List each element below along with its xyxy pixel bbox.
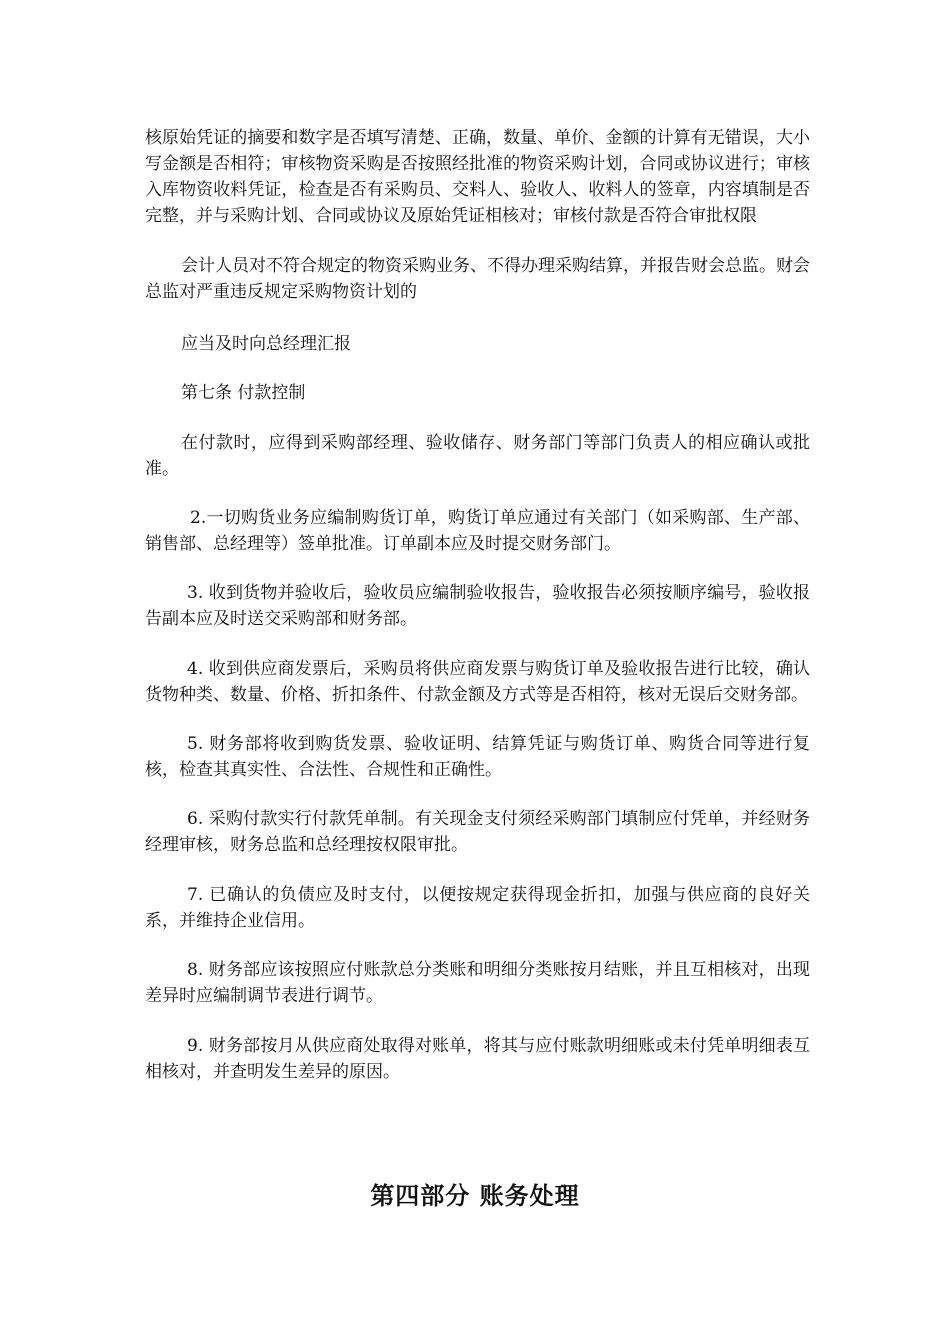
paragraph-report-to-gm: 应当及时向总经理汇报 [181, 334, 351, 354]
paragraph-item-7: 7. 已确认的负债应及时支付，以便按规定获得现金折扣，加强与供应商的良好关系，并维持企业信用。 [145, 885, 810, 931]
paragraph-item-2: 2.一切购货业务应编制购货订单，购货订单应通过有关部门（如采购部、生产部、销售部、总经理等）签单批准。订单副本应及时提交财务部门。 [145, 508, 810, 554]
paragraph-item-3: 3. 收到货物并验收后，验收员应编制验收报告，验收报告必须按顺序编号，验收报告副本应及时送交采购部和财务部。 [145, 583, 810, 629]
paragraph-audit-original-vouchers: 核原始凭证的摘要和数字是否填写清楚、正确，数量、单价、金额的计算有无错误，大小写金额是否相符；审核物资采购是否按照经批准的物资采购计划，合同或协议进行；审核入库物资收料凭证，检查是否有采购员、交料人、验收人、收料人的签章，内容填制是否完整，并与采购计划、合同或协议及原始凭证相核对；审核付款是否符合审批权限 [145, 128, 810, 226]
section-heading: 第四部分 账务处理 [370, 1182, 580, 1210]
article-seven-title: 第七条 付款控制 [181, 383, 306, 403]
paragraph-item-6: 6. 采购付款实行付款凭单制。有关现金支付须经采购部门填制应付凭单，并经财务经理审核，财务总监和总经理按权限审批。 [145, 809, 810, 855]
paragraph-payment-approval: 在付款时，应得到采购部经理、验收储存、财务部门等部门负责人的相应确认或批准。 [145, 433, 810, 479]
paragraph-item-8: 8. 财务部应该按照应付账款总分类账和明细分类账按月结账，并且互相核对，出现差异时应编制调节表进行调节。 [145, 960, 810, 1006]
paragraph-item-5: 5. 财务部将收到购货发票、验收证明、结算凭证与购货订单、购货合同等进行复核，检查其真实性、合法性、合规性和正确性。 [145, 734, 810, 780]
document-body [145, 125, 810, 1085]
paragraph-accountant-report: 会计人员对不符合规定的物资采购业务、不得办理采购结算，并报告财会总监。财会总监对严重违反规定采购物资计划的 [145, 256, 810, 302]
paragraph-item-4: 4. 收到供应商发票后，采购员将供应商发票与购货订单及验收报告进行比较，确认货物种类、数量、价格、折扣条件、付款金额及方式等是否相符，核对无误后交财务部。 [145, 659, 810, 705]
paragraph-item-9: 9. 财务部按月从供应商处取得对账单，将其与应付账款明细账或未付凭单明细表互相核对，并查明发生差异的原因。 [145, 1036, 810, 1082]
